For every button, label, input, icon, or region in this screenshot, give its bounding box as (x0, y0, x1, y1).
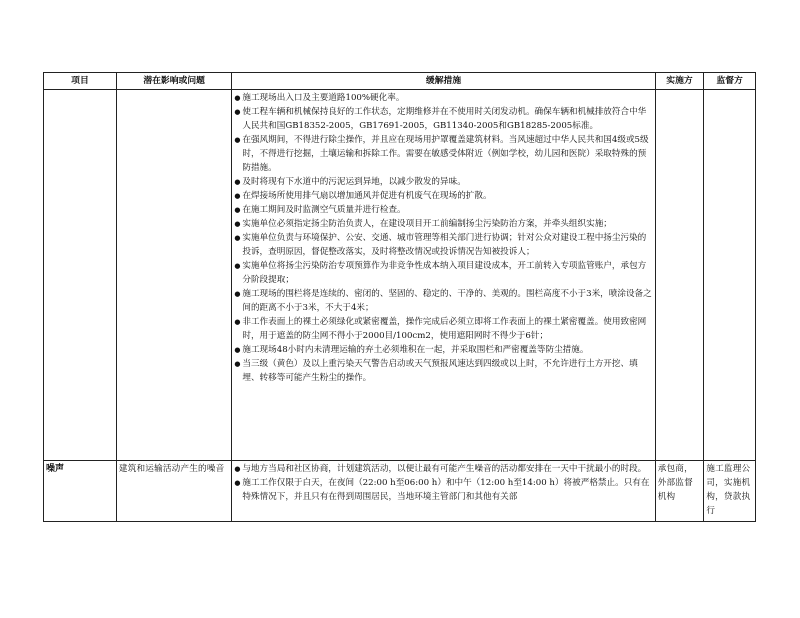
measures-list (234, 91, 652, 385)
measure-item (234, 231, 652, 259)
measure-item (234, 462, 652, 476)
bullet-icon: ● (234, 360, 241, 368)
impact-cell: 建筑和运输活动产生的噪音 (116, 461, 231, 522)
measure-text: 实施单位负责与环境保护、公安、交通、城市管理等相关部门进行协调；针对公众对建设工程中扬尘污染的投诉，查明原因，督促整改落实，及时将整改情况或投诉情况告知被投诉人； (242, 233, 647, 257)
measure-text: 施工现场的围栏将是连续的、密闭的、坚固的、稳定的、干净的、美观的。围栏高度不小于3米，喷涂设备之间的距离不小于3米，不大于4米； (242, 289, 652, 313)
supervisor-cell (704, 90, 756, 461)
header-implementer: 实施方 (655, 73, 704, 90)
measure-item (234, 357, 652, 385)
impact-cell (116, 90, 231, 461)
measure-text: 施工现场48小时内未清理运输的弃土必须堆积在一起，并采取围栏和严密覆盖等防尘措施。 (242, 345, 589, 355)
measure-item (234, 343, 652, 357)
bullet-icon: ● (234, 234, 241, 242)
supervisor-cell: 施工监理公司，实施机构，贷款执行 (704, 461, 756, 522)
bullet-icon: ● (234, 290, 241, 298)
bullet-icon: ● (234, 108, 241, 116)
bullet-icon: ● (234, 136, 241, 144)
header-measures: 缓解措施 (232, 73, 655, 90)
bullet-icon: ● (234, 465, 241, 473)
implementer-cell: 承包商，外部监督机构 (655, 461, 704, 522)
table-row (44, 90, 756, 461)
measure-text: 实施单位必须指定扬尘防治负责人，在建设项目开工前编制扬尘污染防治方案，并牵头组织实施； (242, 219, 612, 229)
table-row (44, 461, 756, 522)
measures-cell (232, 461, 655, 522)
bullet-icon: ● (234, 192, 241, 200)
bullet-icon: ● (234, 178, 241, 186)
measure-item (234, 203, 652, 217)
measure-text: 在施工期间及时监测空气质量并进行检查。 (242, 205, 406, 215)
measure-text: 与地方当局和社区协商，计划建筑活动，以便让最有可能产生噪音的活动都安排在一天中干扰最小的时段。 (242, 464, 647, 474)
measure-item (234, 476, 652, 504)
implementer-cell (655, 90, 704, 461)
header-project: 项目 (44, 73, 117, 90)
measure-text: 施工工作仅限于白天，在夜间（22:00 h至06:00 h）和中午（12:00 h至14:00 h）将被严格禁止。只有在特殊情况下，并且只有在得到周围居民，当地环境主管部门和其他有关部 (242, 478, 650, 502)
measure-item (234, 259, 652, 287)
measure-item (234, 189, 652, 203)
bullet-icon: ● (234, 262, 241, 270)
measure-text: 实施单位将扬尘污染防治专项预算作为非竞争性成本纳入项目建设成本，开工前转入专项监管账户，承包方分阶段提取； (242, 261, 647, 285)
table-header-row (44, 73, 756, 90)
measure-text: 在焊接场所使用排气扇以增加通风并促进有机废气在现场的扩散。 (242, 191, 492, 201)
measure-text: 非工作表面上的裸土必须绿化或紧密覆盖，操作完成后必须立即将工作表面上的裸土紧密覆盖。使用致密网时，用于遮盖的防尘网不得小于2000目/100cm2，使用遮阳网时不得少于6针； (242, 317, 647, 341)
measure-item (234, 287, 652, 315)
project-cell (44, 90, 117, 461)
measure-item (234, 133, 652, 175)
project-cell: 噪声 (44, 461, 117, 522)
measure-text: 当三级（黄色）及以上重污染天气警告启动或天气预报风速达到四级或以上时，不允许进行土方开挖、填埋、转移等可能产生粉尘的操作。 (242, 359, 638, 383)
mitigation-table (43, 72, 756, 522)
measure-text: 及时将现有下水道中的污泥运到异地，以减少散发的异味。 (242, 177, 466, 187)
bullet-icon: ● (234, 479, 241, 487)
bullet-icon: ● (234, 318, 241, 326)
measure-text: 施工现场出入口及主要道路100%硬化率。 (242, 93, 405, 103)
measure-item (234, 217, 652, 231)
bullet-icon: ● (234, 94, 241, 102)
measure-item (234, 91, 652, 105)
header-impact: 潜在影响或问题 (116, 73, 231, 90)
measure-item (234, 175, 652, 189)
measure-item (234, 315, 652, 343)
measures-list (234, 462, 652, 504)
measure-text: 在强风期间，不得进行除尘操作，并且应在现场用护罩覆盖建筑材料。当风速超过中华人民共和国4级或5级时，不得进行挖掘，土壤运输和拆除工作。需要在敏感受体附近（例如学校，幼儿园和医院）采取特殊的预防措施。 (242, 135, 649, 173)
bullet-icon: ● (234, 346, 241, 354)
measures-cell (232, 90, 655, 461)
header-supervisor: 监督方 (704, 73, 756, 90)
bullet-icon: ● (234, 220, 241, 228)
bullet-icon: ● (234, 206, 241, 214)
measure-item (234, 105, 652, 133)
measure-text: 使工程车辆和机械保持良好的工作状态，定期维修并在不使用时关闭发动机。确保车辆和机械排放符合中华人民共和国GB18352-2005，GB17691-2005，GB11340-2005和GB18285-2005标准。 (242, 107, 647, 131)
